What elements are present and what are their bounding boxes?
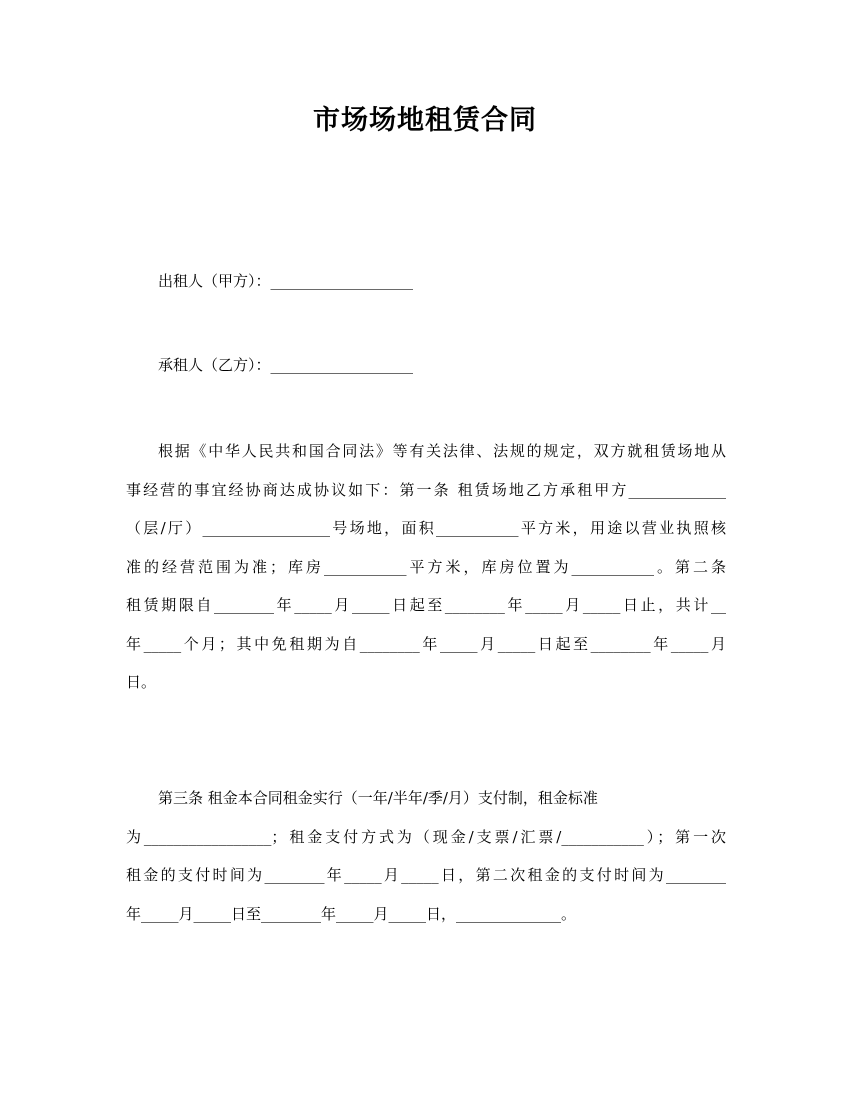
clause-line: 租金的支付时间为________年_____月_____日，第二次租金的支付时间为________ <box>126 866 726 884</box>
clause-line: 准的经营范围为准；库房___________平方米，库房位置为___________。第二条 <box>126 557 726 576</box>
clause-line: 年_____月_____日至________年_____月_____日，______________。 <box>126 904 577 923</box>
contract-clauses-1-2 <box>126 432 726 702</box>
clause-line: 年_____个月；其中免租期为自________年_____月_____日起至________年_____月 <box>126 634 726 653</box>
clause-line: 为_________________；租金支付方式为（现金/支票/汇票/___________）；第一次 <box>126 827 726 846</box>
clause-line: 租赁期限自________年_____月_____日起至________年_____月_____日止，共计__ <box>126 596 726 614</box>
lessee-line: 承租人（乙方）：___________________ <box>158 356 414 374</box>
clause-line: （层/厅）_________________号场地，面积___________平方米，用途以营业执照核 <box>126 519 726 537</box>
document-title: 市场场地租赁合同 <box>313 105 537 136</box>
clause-line: 第三条 租金本合同租金实行（一年/半年/季/月）支付制，租金标准 <box>158 789 598 807</box>
contract-clause-3 <box>126 779 726 933</box>
clause-line: 日。 <box>126 673 157 691</box>
lessor-line: 出租人（甲方）：___________________ <box>158 272 414 290</box>
clause-line: 事经营的事宜经协商达成协议如下：第一条 租赁场地乙方承租甲方_____________ <box>126 480 726 499</box>
clause-line: 根据《中华人民共和国合同法》等有关法律、法规的规定，双方就租赁场地从 <box>158 442 726 460</box>
